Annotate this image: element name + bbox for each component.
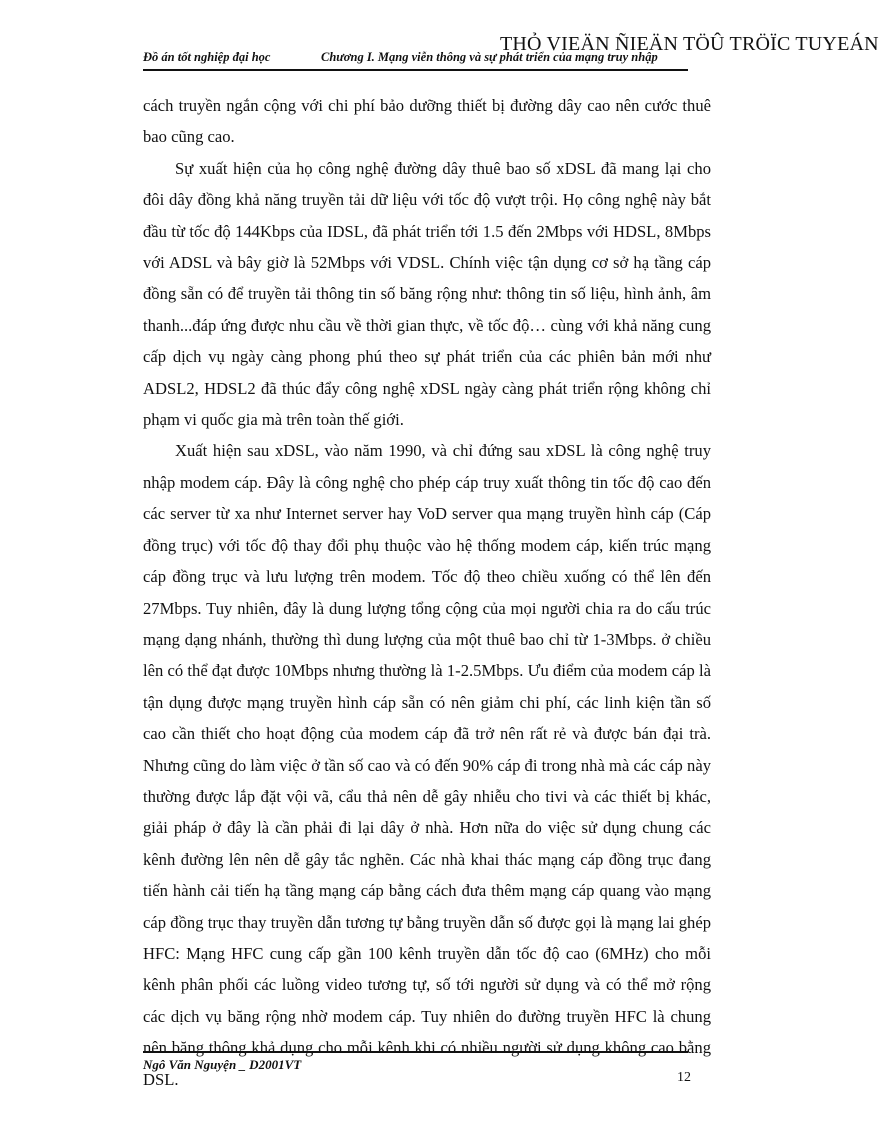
page-number: 12 [677,1070,691,1085]
library-watermark: THỎ VIEÄN ÑIEÄN TÖÛ TRÖÏC TUYEÁN [500,33,879,55]
header-document-title: Đồ án tốt nghiệp đại học [143,50,271,64]
footer-author: Ngô Văn Nguyện _ D2001VT [143,1057,302,1072]
header-chapter-title: Chương I. Mạng viễn thông và sự phát triển của mạng truy nhập [321,50,658,64]
page-header [143,50,688,70]
paragraph-continuation: cách truyền ngắn cộng với chi phí bảo dưỡng thiết bị đường dây cao nên cước thuê bao cũng cao. [143,96,711,147]
body-text [143,90,711,1095]
header-divider [143,69,688,71]
paragraph-cable-modem: Xuất hiện sau xDSL, vào năm 1990, và chỉ đứng sau xDSL là công nghệ truy nhập modem cáp. Đây là công nghệ cho phép cáp truy xuất thông tin tốc độ cao đến các server từ xa như Internet server hay VoD server qua mạng truyền hình cáp (Cáp đồng trục) với tốc độ thay đổi phụ thuộc vào hệ thống modem cáp, kiến trúc mạng cáp đồng trục và lưu lượng trên modem. Tốc độ theo chiều xuống có thể lên đến 27Mbps. Tuy nhiên, đây là dung lượng tổng cộng của mọi người chia ra do cấu trúc mạng dạng nhánh, thường thì dung lượng của một thuê bao chỉ từ 1-3Mbps. ở chiều lên có thể đạt được 10Mbps nhưng thường là 1-2.5Mbps. Ưu điểm của modem cáp là tận dụng được mạng truyền hình cáp sẵn có nên giảm chi phí, các linh kiện tần số cao cần thiết cho hoạt động của modem cáp đã trở nên rất rẻ và được bán đại trà. Nhưng cũng do làm việc ở tần số cao và có đến 90% cáp đi trong nhà mà các cáp này thường được lắp đặt vội vã, cẩu thả nên dễ gây nhiễu cho tivi và các thiết bị khác, giải pháp ở đây là cần phải đi lại dây ở nhà. Hơn nữa do việc sử dụng chung các kênh đường lên nên dễ gây tắc nghẽn. Các nhà khai thác mạng cáp đồng trục đang tiến hành cải tiến hạ tầng mạng cáp bằng cách đưa thêm mạng cáp quang vào mạng cáp đồng trục thay truyền dẫn tương tự bằng truyền dẫn số được gọi là mạng lai ghép HFC: Mạng HFC cung cấp gần 100 kênh truyền dẫn tốc độ cao (6MHz) cho mỗi kênh phân phối các luồng video tương tự, số tới người sử dụng và có thể mở rộng các dịch vụ băng rộng nhờ modem cáp. Tuy nhiên do đường truyền HFC là chung nên băng thông khả dụng cho mỗi kênh khi có nhiều người sử dụng không cao bằng DSL. [143,441,711,1089]
footer-divider [143,1051,688,1053]
paragraph-xdsl: Sự xuất hiện của họ công nghệ đường dây thuê bao số xDSL đã mang lại cho đôi dây đồng khả năng truyền tải dữ liệu với tốc độ vượt trội. Họ công nghệ này bắt đầu từ tốc độ 144Kbps của IDSL, đã phát triển tới 1.5 đến 2Mbps với HDSL, 8Mbps với ADSL và bây giờ là 52Mbps với VDSL. Chính việc tận dụng cơ sở hạ tầng cáp đồng sẵn có để truyền tải thông tin số băng rộng như: thông tin số liệu, hình ảnh, âm thanh...đáp ứng được nhu cầu về thời gian thực, về tốc độ… cùng với khả năng cung cấp dịch vụ ngày càng phong phú theo sự phát triển của các phiên bản mới như ADSL2, HDSL2 đã thúc đẩy công nghệ xDSL ngày càng phát triển rộng không chỉ phạm vi quốc gia mà trên toàn thế giới. [143,158,711,430]
